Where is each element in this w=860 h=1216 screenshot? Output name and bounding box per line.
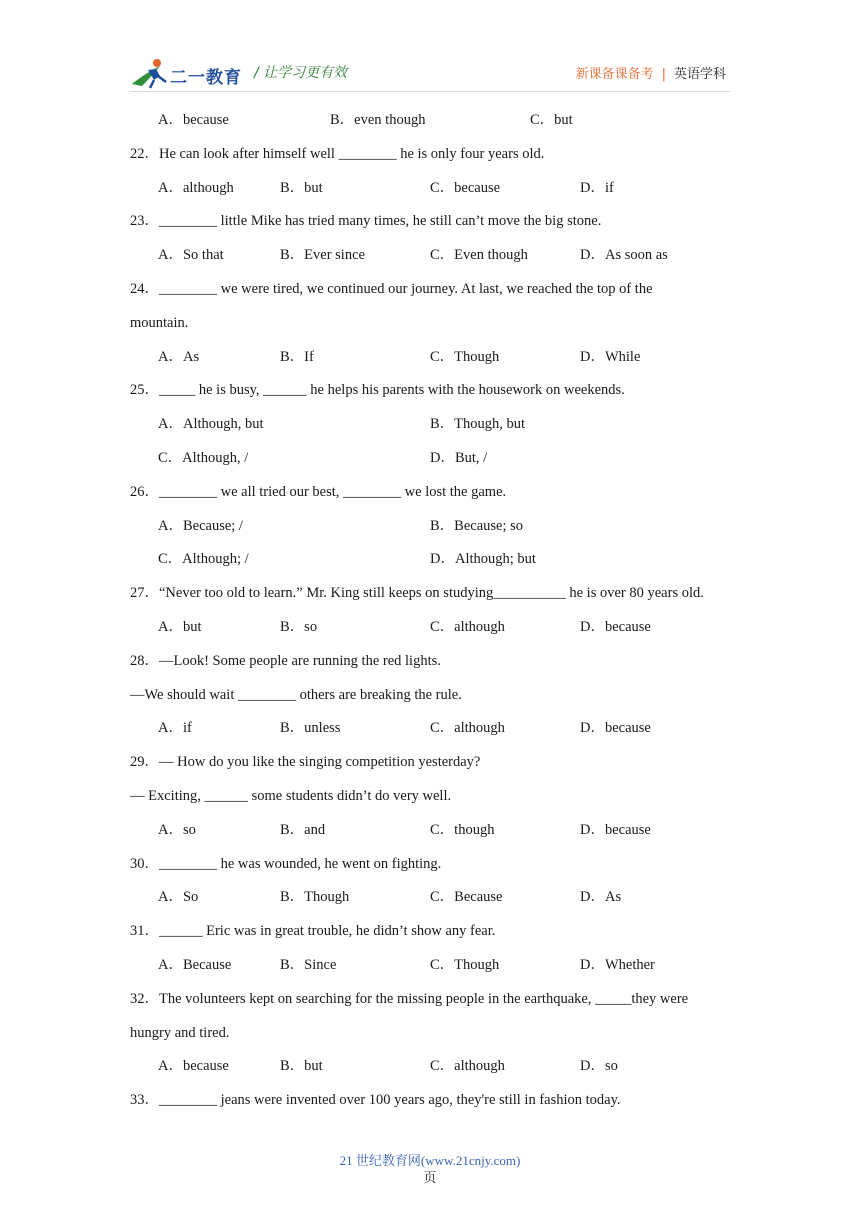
option-row xyxy=(130,1050,740,1084)
answer-option: C．though xyxy=(430,821,495,838)
question-text: 29．— How do you like the singing competition yesterday? xyxy=(130,754,481,771)
page-header xyxy=(130,56,730,90)
subject-name: 英语学科 xyxy=(673,67,726,82)
footer-page-label: 页 xyxy=(423,1170,437,1185)
question-text: 30．________ he was wounded, he went on fighting. xyxy=(130,855,442,872)
option-row xyxy=(130,172,740,206)
subject-prep: 新课备课备考 xyxy=(575,67,654,82)
answer-option: A．As xyxy=(158,348,200,365)
question-text: 22．He can look after himself well ________ he is only four years old. xyxy=(130,145,545,162)
question-text: 24．________ we were tired, we continued our journey. At last, we reached the top of the xyxy=(130,280,653,297)
question-text: — Exciting, ______ some students didn’t do very well. xyxy=(130,787,452,804)
answer-option: A．So that xyxy=(158,247,224,264)
option-row xyxy=(130,712,740,746)
option-row xyxy=(130,239,740,273)
option-row xyxy=(130,611,740,645)
logo xyxy=(130,56,242,90)
answer-option: D．so xyxy=(580,1058,618,1075)
question-text: 23．________ little Mike has tried many times, he still can’t move the big stone. xyxy=(130,213,602,230)
answer-option: B．Since xyxy=(280,956,337,973)
question-text: 31．______ Eric was in great trouble, he didn’t show any fear. xyxy=(130,923,496,940)
question-text: 28．—Look! Some people are running the red lights. xyxy=(130,652,441,669)
answer-option: A．because xyxy=(158,1058,229,1075)
answer-option: A．so xyxy=(158,821,196,838)
answer-option: B．but xyxy=(280,1058,323,1075)
answer-option: A．if xyxy=(158,720,192,737)
answer-option: C．Even though xyxy=(430,247,528,264)
logo-text: 二一教育 xyxy=(170,68,242,88)
question-text: 33．________ jeans were invented over 100 years ago, they're still in fashion today. xyxy=(130,1092,621,1109)
answer-option: D．because xyxy=(580,720,651,737)
option-row xyxy=(130,881,740,915)
answer-option: A．Because xyxy=(158,956,232,973)
option-row xyxy=(130,341,740,375)
answer-option: C．although xyxy=(430,1058,505,1075)
answer-option: D．But, / xyxy=(430,449,488,466)
footer-link[interactable]: 21 世纪教育网(www.21cnjy.com) xyxy=(339,1153,521,1168)
answer-option: D．As xyxy=(580,889,622,906)
answer-option: C．Though xyxy=(430,348,500,365)
question-text: hungry and tired. xyxy=(130,1024,230,1041)
option-row xyxy=(130,104,740,138)
option-row xyxy=(130,442,740,476)
answer-option: B．Though xyxy=(280,889,350,906)
answer-option: B．Ever since xyxy=(280,247,365,264)
answer-option: D．because xyxy=(580,618,651,635)
answer-option: B．Because; so xyxy=(430,517,524,534)
answer-option: C．but xyxy=(530,112,573,128)
answer-option: C．because xyxy=(430,179,501,196)
answer-option: A．Although, but xyxy=(158,416,264,433)
runner-logo-icon xyxy=(130,56,170,90)
answer-option: B．Though, but xyxy=(430,416,526,433)
answer-option: D．While xyxy=(580,348,641,365)
answer-option: A．So xyxy=(158,889,199,906)
answer-option: D．Although; but xyxy=(430,551,536,568)
question-list xyxy=(130,104,740,1118)
subject-separator: | xyxy=(661,67,666,82)
answer-option: B．even though xyxy=(330,112,426,128)
answer-option: D．because xyxy=(580,821,651,838)
answer-option: B．and xyxy=(280,821,326,838)
answer-option: C．Because xyxy=(430,889,503,906)
option-row xyxy=(130,510,740,544)
question-text: mountain. xyxy=(130,314,189,331)
question-text: 32．The volunteers kept on searching for the missing people in the earthquake, _____they were xyxy=(130,990,689,1007)
answer-option: D．As soon as xyxy=(580,247,668,264)
answer-option: C．Although; / xyxy=(158,551,249,568)
answer-option: D．Whether xyxy=(580,956,655,973)
option-row xyxy=(130,408,740,442)
option-row xyxy=(130,814,740,848)
answer-option: B．but xyxy=(280,179,323,196)
answer-option: A．because xyxy=(158,112,229,128)
answer-option: C．although xyxy=(430,618,505,635)
answer-option: A．but xyxy=(158,618,202,635)
answer-option: A．Because; / xyxy=(158,517,243,534)
answer-option: B．so xyxy=(280,618,318,635)
header-divider xyxy=(130,91,730,92)
question-text: 25．_____ he is busy, ______ he helps his parents with the housework on weekends. xyxy=(130,382,625,399)
slogan: / 让学习更有效 xyxy=(254,65,348,81)
subject-label xyxy=(576,63,726,82)
option-row xyxy=(130,949,740,983)
answer-option: B．unless xyxy=(280,720,341,737)
question-text: 26．________ we all tried our best, ________ we lost the game. xyxy=(130,483,507,500)
answer-option: C．Although, / xyxy=(158,449,249,466)
answer-option: C．Though xyxy=(430,956,500,973)
option-row xyxy=(130,543,740,577)
question-text: —We should wait ________ others are breaking the rule. xyxy=(130,686,462,703)
answer-option: A．although xyxy=(158,179,234,196)
answer-option: D．if xyxy=(580,179,614,196)
answer-option: B．If xyxy=(280,348,314,365)
answer-option: C．although xyxy=(430,720,505,737)
question-text: 27．“Never too old to learn.” Mr. King still keeps on studying__________ he is over 80 years old. xyxy=(130,585,704,602)
